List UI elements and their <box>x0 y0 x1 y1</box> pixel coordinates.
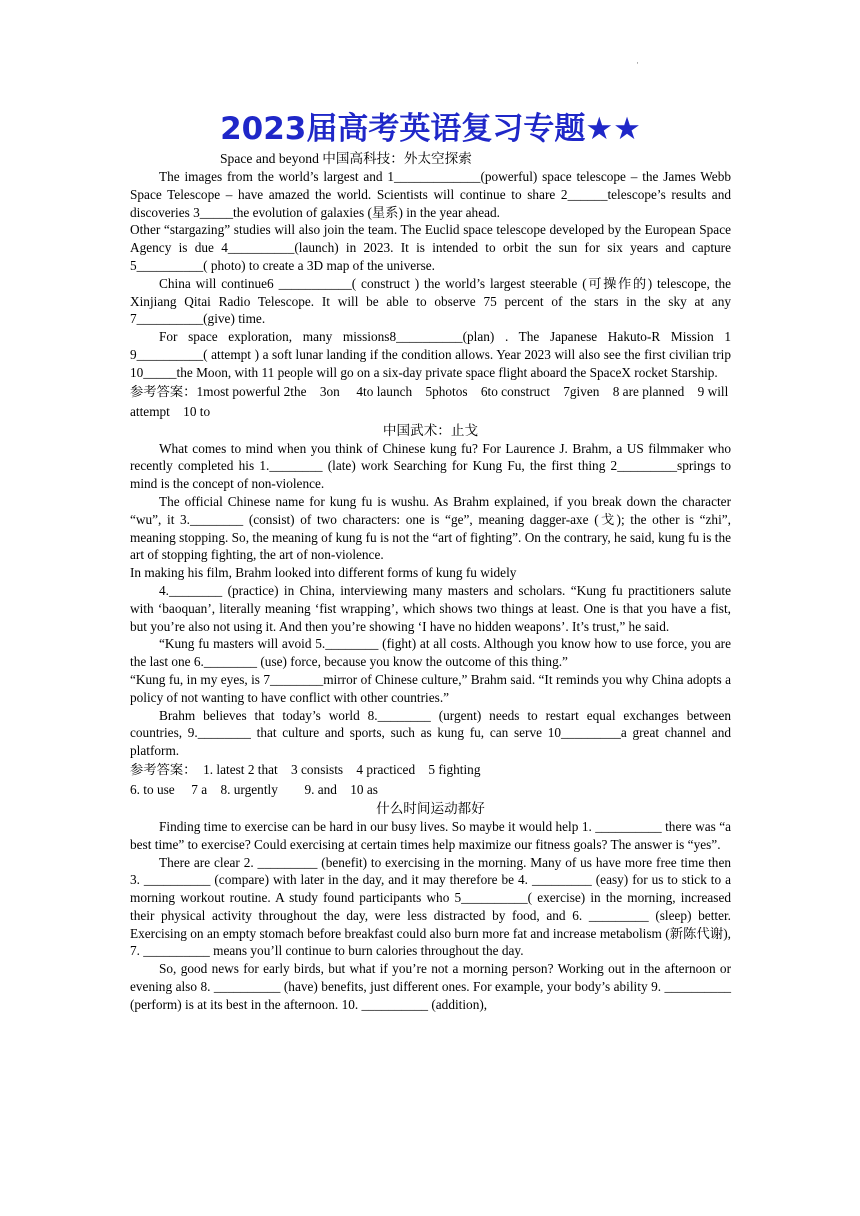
section2-answers-line2: 6. to use 7 a 8. urgently 9. and 10 as <box>130 781 378 797</box>
section2-paragraph: “Kung fu, in my eyes, is 7________mirror of Chinese culture,” Brahm said. “It reminds you why China adopts a policy of not wanting to have conflict with other countries.” <box>130 671 731 705</box>
section2-paragraph: What comes to mind when you think of Chinese kung fu? For Laurence J. Brahm, a US filmmaker who recently completed his 1.________ (late) work Searching for Kung Fu, the first thing 2_________springs to mind is the concept of non-violence. <box>130 440 731 492</box>
section2-subtitle: 中国武术：止戈 <box>382 422 479 438</box>
page-title: 2023届高考英语复习专题★★ <box>220 111 641 147</box>
section3-paragraph: There are clear 2. _________ (benefit) to exercising in the morning. Many of us have more free time then 3. __________ (compare) with later in the day, and it may therefore be 4. _________ (easy) for us to stick to a morning workout routine. A study found participants who 5__________( exercise) in the morning, increased their physical activity throughout the day, were less distracted by food, and 6. _________ (sleep) better. Exercising on an empty stomach before breakfast could also burn more fat and increase metabolism (新陈代谢), 7. __________ means you’ll continue to burn calories throughout the day. <box>130 854 731 959</box>
section1-paragraph: Other “stargazing” studies will also join the team. The Euclid space telescope developed by the European Space Agency is due 4__________(launch) in 2023. It is intended to orbit the sun for six years and capture 5__________( photo) to create a 3D map of the universe. <box>130 222 731 273</box>
section2-paragraph: Brahm believes that today’s world 8.________ (urgent) needs to restart equal exchanges between countries, 9.________ that culture and sports, such as kung fu, can serve 10_________a great channel and platform. <box>130 707 731 759</box>
section2-paragraph: “Kung fu masters will avoid 5.________ (fight) at all costs. Although you know how to use force, you are the last one 6.________ (use) force, because you know the outcome of this thing.” <box>130 636 731 670</box>
document-page <box>130 108 731 1014</box>
section1-subtitle: Space and beyond 中国高科技：外太空探索 <box>220 151 472 166</box>
section3-paragraph: So, good news for early birds, but what if you’re not a morning person? Working out in the afternoon or evening also 8. __________ (have) benefits, just different ones. For example, your body’s ability 9. __________ (perform) is at its best in the afternoon. 10. __________ (addition), <box>130 961 731 1012</box>
section1-paragraph: For space exploration, many missions8__________(plan) . The Japanese Hakuto-R Mission 1 9__________( attempt ) a soft lunar landing if the condition allows. Year 2023 will also see the first civilian trip 10_____the Moon, with 11 people will go on a six-day private space flight aboard the SpaceX rocket Starship. <box>130 329 731 380</box>
section2-paragraph: In making his film, Brahm looked into different forms of kung fu widely <box>130 565 517 581</box>
section1-paragraph: China will continue6 ___________( construct ) the world’s largest steerable (可操作的) telescope, the Xinjiang Qitai Radio Telescope. It will be able to observe 75 percent of the stars in the sky at any 7__________(give) time. <box>130 275 731 327</box>
section1-answers: 参考答案：1most powerful 2the 3on 4to launch 5photos 6to construct 7given 8 are planned 9 will attempt 10 to <box>130 383 729 419</box>
section2-answers-line1: 参考答案： 1. latest 2 that 3 consists 4 practiced 5 fighting <box>130 761 481 777</box>
section2-paragraph: 4.________ (practice) in China, interviewing many masters and scholars. “Kung fu practitioners salute with ‘baoquan’, literally meaning ‘fist wrapping’, which shows two things at least. One is that you have a fist, but you’re also not using it. And then you’re showing ‘I have no hidden weapons’. It’s trust,” he said. <box>130 582 731 634</box>
section1-paragraph: The images from the world’s largest and 1_____________(powerful) space telescope – the James Webb Space Telescope – have amazed the world. Scientists will continue to share 2______telescope’s results and discoveries 3_____the evolution of galaxies (星系) in the year ahead. <box>130 169 731 220</box>
header-dot: · <box>636 58 639 68</box>
section3-paragraph: Finding time to exercise can be hard in our busy lives. So maybe it would help 1. __________ there was “a best time” to exercise? Could exercising at certain times help maximize our fitness goals? The answer is “yes”. <box>130 818 731 852</box>
section2-paragraph: The official Chinese name for kung fu is wushu. As Brahm explained, if you break down the character “wu”, it 3.________ (consist) of two characters: one is “ge”, meaning dagger-axe (戈); the other is “zhi”, meaning stopping. So, the meaning of kung fu is not the “art of fighting”. On the contrary, he said, kung fu is the art of stopping fighting, the art of non-violence. <box>130 493 731 563</box>
section3-subtitle: 什么时间运动都好 <box>376 800 485 816</box>
